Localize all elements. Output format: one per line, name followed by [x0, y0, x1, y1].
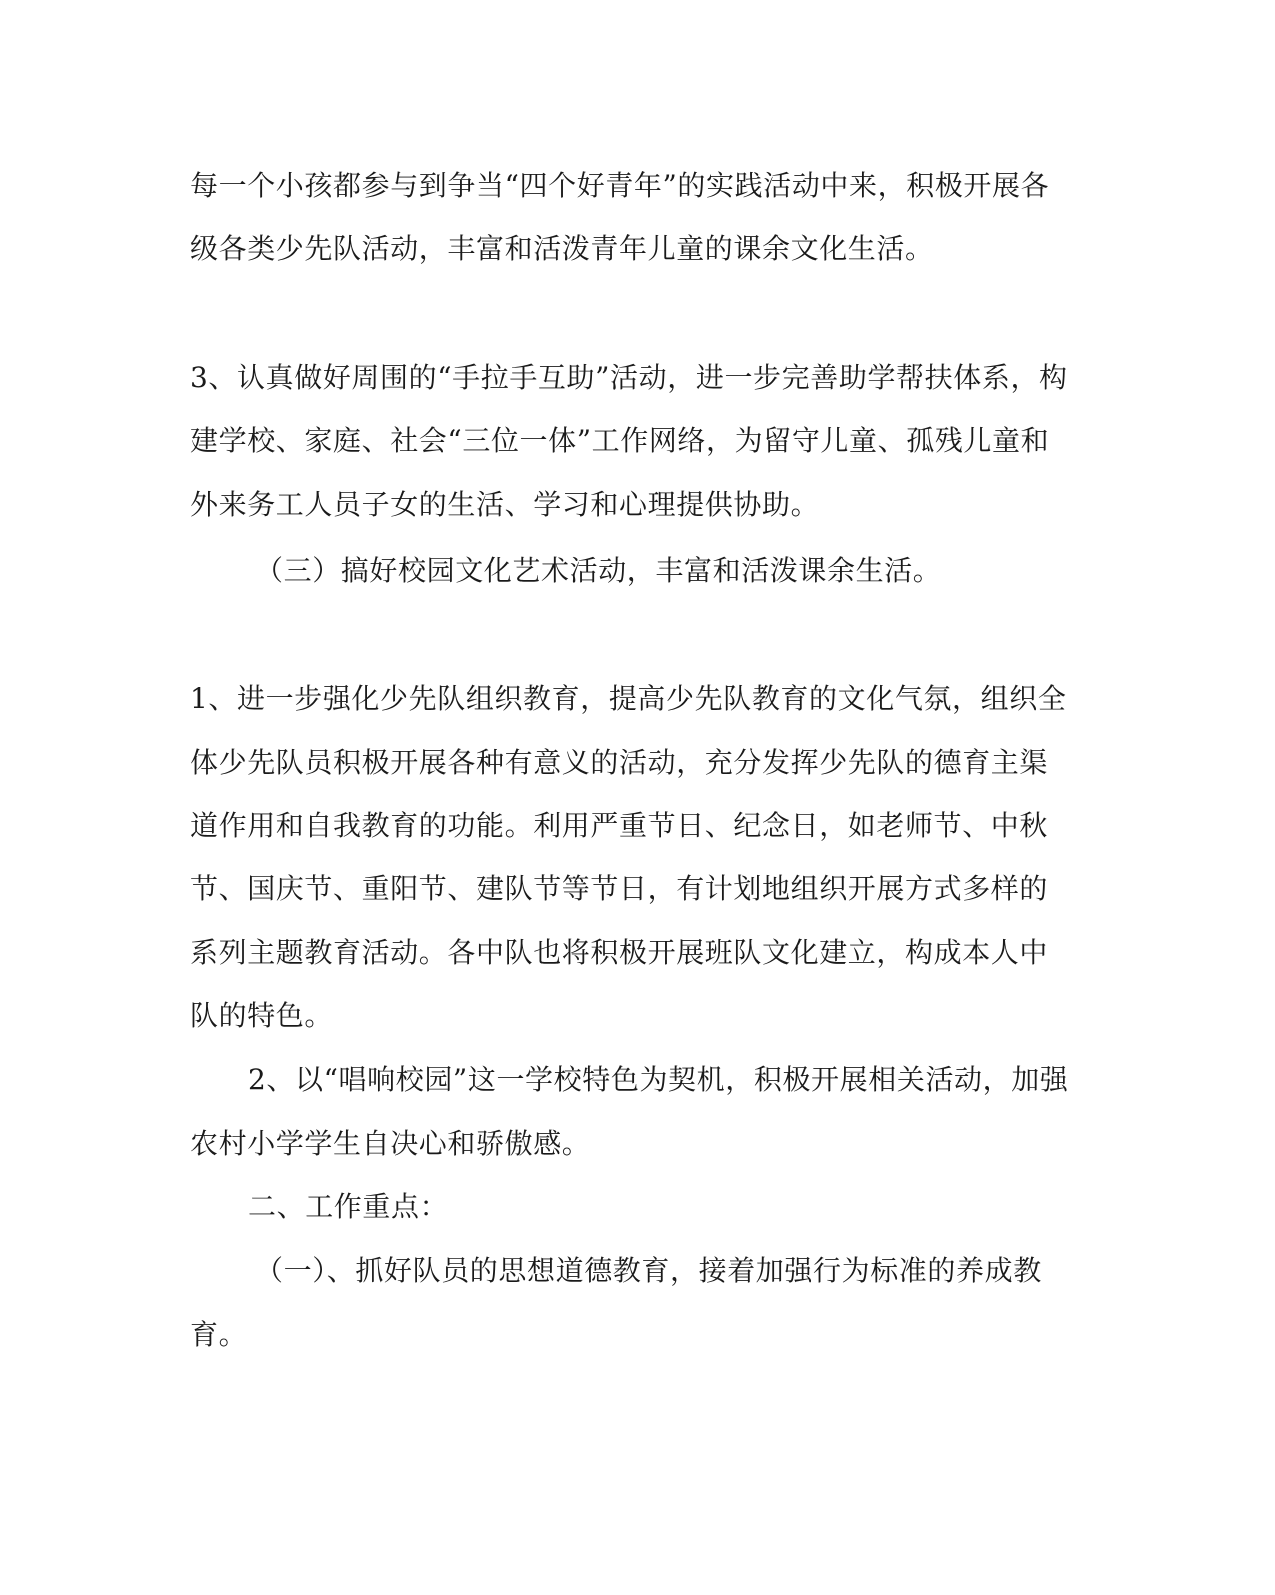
paragraph-line: 道作用和自我教育的功能。利用严重节日、纪念日，如老师节、中秋: [190, 809, 1049, 842]
paragraph-line: 外来务工人员子女的生活、学习和心理提供协助。: [190, 488, 820, 521]
paragraph-line: 1、进一步强化少先队组织教育，提高少先队教育的文化气氛，组织全: [190, 682, 1067, 715]
paragraph-line: 队的特色。: [190, 999, 334, 1032]
section-heading: 二、工作重点：: [248, 1190, 449, 1223]
paragraph-line: 体少先队员积极开展各种有意义的活动，充分发挥少先队的德育主渠: [190, 746, 1049, 779]
paragraph-line: 育。: [190, 1318, 248, 1351]
paragraph-line: 系列主题教育活动。各中队也将积极开展班队文化建立，构成本人中: [190, 936, 1049, 969]
subsection-heading: （一）、抓好队员的思想道德教育，接着加强行为标准的养成教: [255, 1254, 1042, 1287]
section-heading: （三）搞好校园文化艺术活动，丰富和活泼课余生活。: [255, 554, 942, 587]
paragraph-line: 农村小学学生自决心和骄傲感。: [190, 1127, 591, 1160]
paragraph-line: 建学校、家庭、社会“三位一体”工作网络，为留守儿童、孤残儿童和: [190, 424, 1050, 457]
paragraph-line: 2、以“唱响校园”这一学校特色为契机，积极开展相关活动，加强: [248, 1063, 1069, 1096]
paragraph-line: 级各类少先队活动，丰富和活泼青年儿童的课余文化生活。: [190, 232, 934, 265]
paragraph-line: 3、认真做好周围的“手拉手互助”活动，进一步完善助学帮扶体系，构: [190, 361, 1068, 394]
paragraph-line: 节、国庆节、重阳节、建队节等节日，有计划地组织开展方式多样的: [190, 872, 1049, 905]
paragraph-line: 每一个小孩都参与到争当“四个好青年”的实践活动中来，积极开展各: [190, 169, 1050, 202]
